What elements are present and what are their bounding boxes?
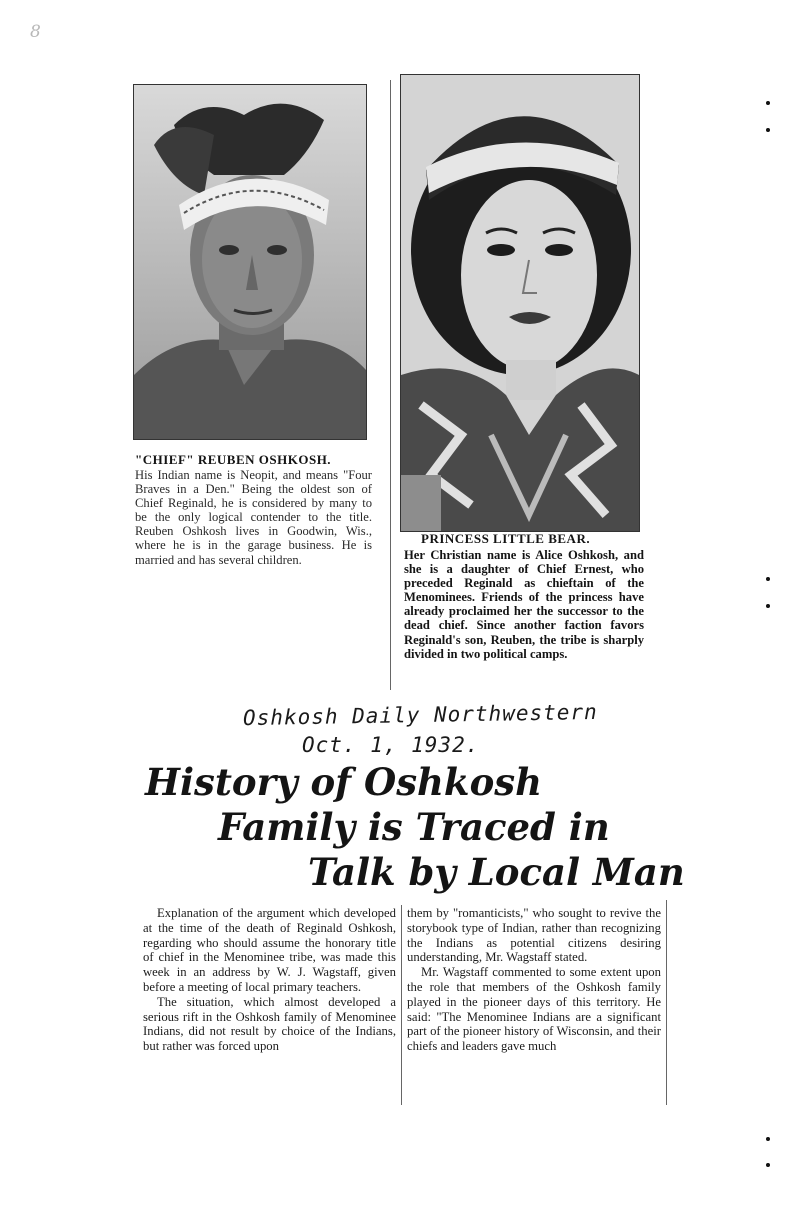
article-paragraph: Mr. Wagstaff commented to some extent upon the role that members of the Oshkosh family played in the pioneer days of this territory. He said: "The Menominee Indians are a significant part of the pioneer history of Wisconsin, and their chiefs and leaders gave much: [407, 965, 661, 1054]
left-caption-text: His Indian name is Neopit, and means "Four Braves in a Den." Being the oldest son of Chief Reginald, he is considered by many to be the only logical contender to the title. Reuben Oshkosh lives in Goodwin, Wis., where he is in the garage business. He is married and has several children.: [135, 468, 372, 567]
reuben-oshkosh-photo: [133, 84, 367, 440]
article-left-column: [143, 906, 396, 1054]
article-paragraph: The situation, which almost developed a serious rift in the Oshkosh family of Menominee Indians, did not result by choice of the Indians, but rather was forced upon: [143, 994, 396, 1054]
princess-little-bear-photo: [400, 74, 640, 532]
margin-mark: [766, 1137, 770, 1141]
article-paragraph: Explanation of the argument which developed at the time of the death of Reginald Oshkosh, regarding who should assume the honorary title of chief in the Menominee tribe, was made this week in an address by W. J. Wagstaff, given before a meeting of local primary teachers.: [143, 906, 396, 994]
left-caption-title: "CHIEF" REUBEN OSHKOSH.: [135, 452, 332, 467]
column-divider: [390, 80, 391, 690]
article-right-column: [407, 906, 661, 1054]
column-divider: [666, 900, 667, 1105]
margin-mark: [766, 577, 770, 581]
article-paragraph: them by "romanticists," who sought to revive the storybook type of Indian, rather than recognizing the Indians as potential citizens desiring understanding, Mr. Wagstaff stated.: [407, 906, 661, 965]
column-divider: [401, 905, 402, 1105]
margin-mark: [766, 101, 770, 105]
margin-mark: [766, 604, 770, 608]
portrait-image: [401, 75, 639, 531]
headline-line-3: Talk by Local Man: [308, 850, 685, 894]
right-caption-text: Her Christian name is Alice Oshkosh, and she is a daughter of Chief Ernest, who preceded Reginald as chieftain of the Menominees. Friends of the princess have already proclaimed her the successor to the dead chief. Since another faction favors Reginald's son, Reuben, the tribe is sharply divided in two political camps.: [404, 548, 644, 661]
handwritten-paper-name: Oshkosh Daily Northwestern: [242, 699, 598, 731]
handwritten-date: Oct. 1, 1932.: [302, 733, 480, 757]
right-caption-title: PRINCESS LITTLE BEAR.: [421, 531, 591, 546]
margin-mark: [766, 1163, 770, 1167]
headline-line-1: History of Oshkosh: [145, 760, 542, 804]
page-number: 8: [30, 22, 41, 42]
margin-mark: [766, 128, 770, 132]
portrait-image: [134, 85, 366, 439]
headline-line-2: Family is Traced in: [218, 805, 610, 849]
